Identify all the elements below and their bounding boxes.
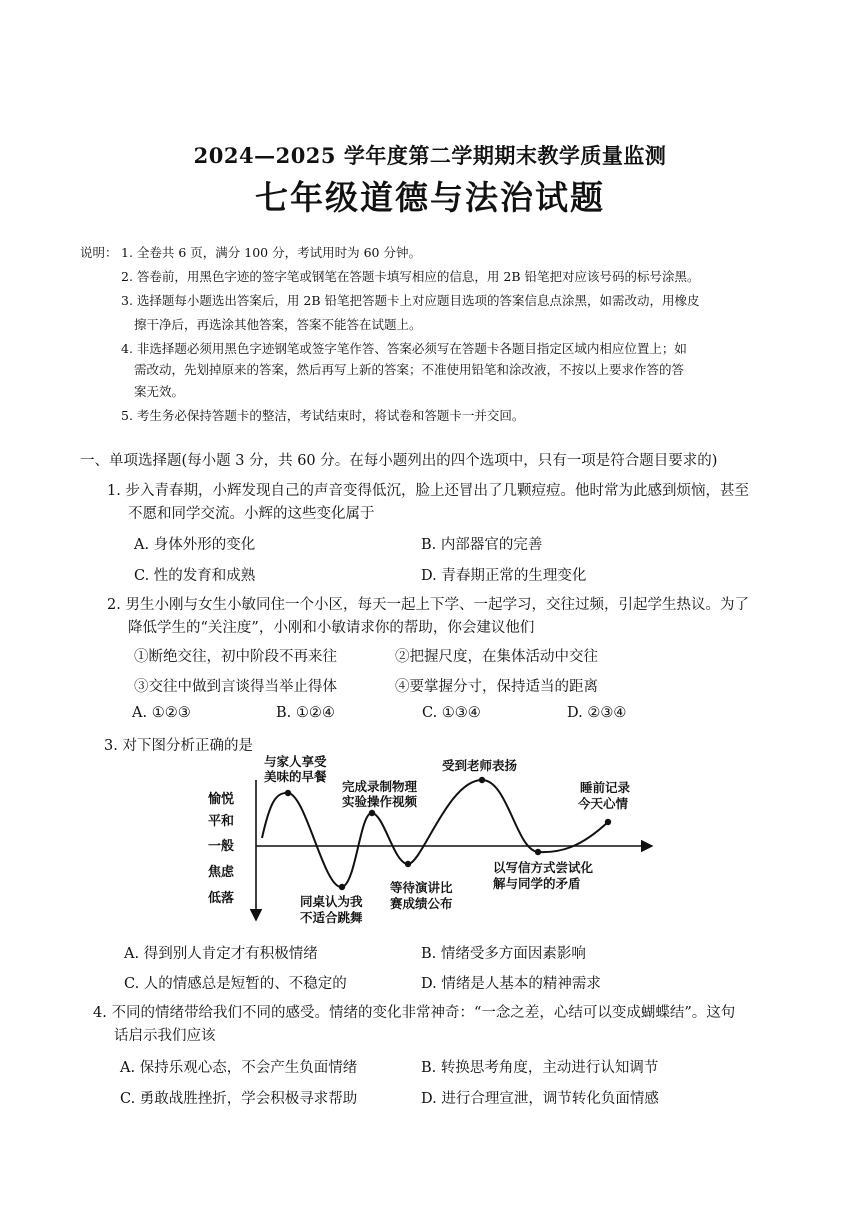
- option-c: C. 人的情感总是短暂的、不稳定的: [124, 976, 347, 992]
- question-stem: 降低学生的“关注度”，小刚和小敏请求你的帮助，你会建议他们: [128, 620, 535, 636]
- point-speech: [405, 861, 411, 867]
- option-d: D. 青春期正常的生理变化: [421, 568, 587, 584]
- option-b: B. 转换思考角度，主动进行认知调节: [421, 1060, 659, 1076]
- option-b: B. ①②④: [276, 705, 335, 721]
- annotation-praise: 受到老师表扬: [442, 758, 518, 773]
- option-d: D. ②③④: [567, 705, 627, 721]
- y-label-normal: 一般: [208, 839, 235, 854]
- annotation-dance-2: 不适合跳舞: [300, 910, 363, 925]
- annotation-speech-2: 赛成绩公布: [390, 896, 453, 911]
- option-c: C. 勇敢战胜挫折，学会积极寻求帮助: [120, 1091, 358, 1107]
- instruction-item: 擦干净后，再选涂其他答案，答案不能答在试题上。: [134, 317, 422, 332]
- question-stem: 1. 步入青春期，小辉发现自己的声音变得低沉，脸上还冒出了几颗痘痘。他时常为此感到烦恼，甚至: [107, 483, 749, 499]
- instruction-item: 5. 考生务必保持答题卡的整洁，考试结束时，将试卷和答题卡一并交回。: [121, 408, 525, 423]
- section-heading: 一、单项选择题(每小题 3 分，共 60 分。在每小题列出的四个选项中，只有一项是符合题目要求的): [80, 453, 718, 469]
- annotation-letter-2: 解与同学的矛盾: [493, 876, 581, 891]
- exam-title-line1: 2024—2025 学年度第二学期期末教学质量监测: [193, 143, 667, 168]
- option-a: A. 身体外形的变化: [134, 537, 256, 553]
- y-label-pleased: 愉悦: [208, 792, 235, 807]
- option-a: A. 得到别人肯定才有积极情绪: [124, 946, 318, 962]
- option-b: B. 情绪受多方面因素影响: [421, 946, 586, 962]
- instruction-item: 3. 选择题每小题选出答案后，用 2B 铅笔把答题卡上对应题目选项的答案信息点涂黑，如需改动，用橡皮: [121, 293, 700, 308]
- annotation-diary-1: 睡前记录: [580, 780, 631, 795]
- annotation-breakfast-1: 与家人享受: [264, 754, 327, 769]
- instruction-item: 需改动，先划掉原来的答案，然后再写上新的答案；不准使用铅笔和涂改液，不按以上要求作答的答: [134, 362, 685, 377]
- exam-title-line2: 七年级道德与法治试题: [255, 178, 605, 217]
- point-dance: [339, 884, 345, 890]
- option-a: A. ①②③: [132, 705, 191, 721]
- question-stem: 4. 不同的情绪带给我们不同的感受。情绪的变化非常神奇：“一念之差，心结可以变成蝴蝶结”。这句: [93, 1005, 736, 1021]
- point-letter: [535, 849, 541, 855]
- option-d: D. 情绪是人基本的精神需求: [421, 976, 601, 992]
- annotation-breakfast-2: 美味的早餐: [264, 769, 327, 784]
- question-stem: 3. 对下图分析正确的是: [104, 738, 253, 754]
- annotation-dance-1: 同桌认为我: [300, 894, 363, 909]
- statement-3: ③交往中做到言谈得当举止得体: [134, 679, 337, 695]
- annotation-diary-2: 今天心情: [578, 796, 629, 811]
- option-b: B. 内部器官的完善: [421, 537, 543, 553]
- statement-1: ①断绝交往，初中阶段不再来往: [134, 649, 337, 665]
- instruction-item: 4. 非选择题必须用黑色字迹钢笔或签字笔作答、答案必须写在答题卡各题目指定区域内相应位置上；如: [121, 341, 687, 356]
- emotion-curve-figure: [200, 752, 660, 928]
- option-d: D. 进行合理宣泄，调节转化负面情感: [421, 1091, 659, 1107]
- annotation-video-1: 完成录制物理: [342, 779, 418, 794]
- instruction-item: 1. 全卷共 6 页，满分 100 分，考试用时为 60 分钟。: [121, 245, 421, 260]
- y-label-calm: 平和: [208, 814, 235, 829]
- y-label-anxious: 焦虑: [208, 865, 235, 880]
- statement-4: ④要掌握分寸，保持适当的距离: [395, 679, 598, 695]
- instruction-item: 2. 答卷前，用黑色字迹的签字笔或钢笔在答题卡填写相应的信息，用 2B 铅笔把对应该号码的标号涂黑。: [121, 269, 700, 284]
- y-label-low: 低落: [208, 891, 235, 906]
- point-video: [369, 810, 375, 816]
- point-praise: [479, 777, 485, 783]
- question-stem: 话启示我们应该: [114, 1028, 216, 1044]
- annotation-video-2: 实验操作视频: [342, 794, 418, 809]
- option-a: A. 保持乐观心态，不会产生负面情绪: [120, 1060, 358, 1076]
- statement-2: ②把握尺度，在集体活动中交往: [395, 649, 598, 665]
- annotation-letter-1: 以写信方式尝试化: [493, 860, 594, 875]
- point-breakfast: [285, 790, 291, 796]
- annotation-speech-1: 等待演讲比: [390, 880, 453, 895]
- question-stem: 2. 男生小刚与女生小敏同住一个小区，每天一起上下学、一起学习，交往过频，引起学生热议。为了: [107, 597, 749, 613]
- option-c: C. ①③④: [422, 705, 481, 721]
- question-stem: 不愿和同学交流。小辉的这些变化属于: [128, 506, 375, 522]
- option-c: C. 性的发育和成熟: [134, 568, 256, 584]
- point-diary: [605, 819, 611, 825]
- instructions-prefix: 说明：: [80, 245, 118, 260]
- instruction-item: 案无效。: [134, 384, 185, 399]
